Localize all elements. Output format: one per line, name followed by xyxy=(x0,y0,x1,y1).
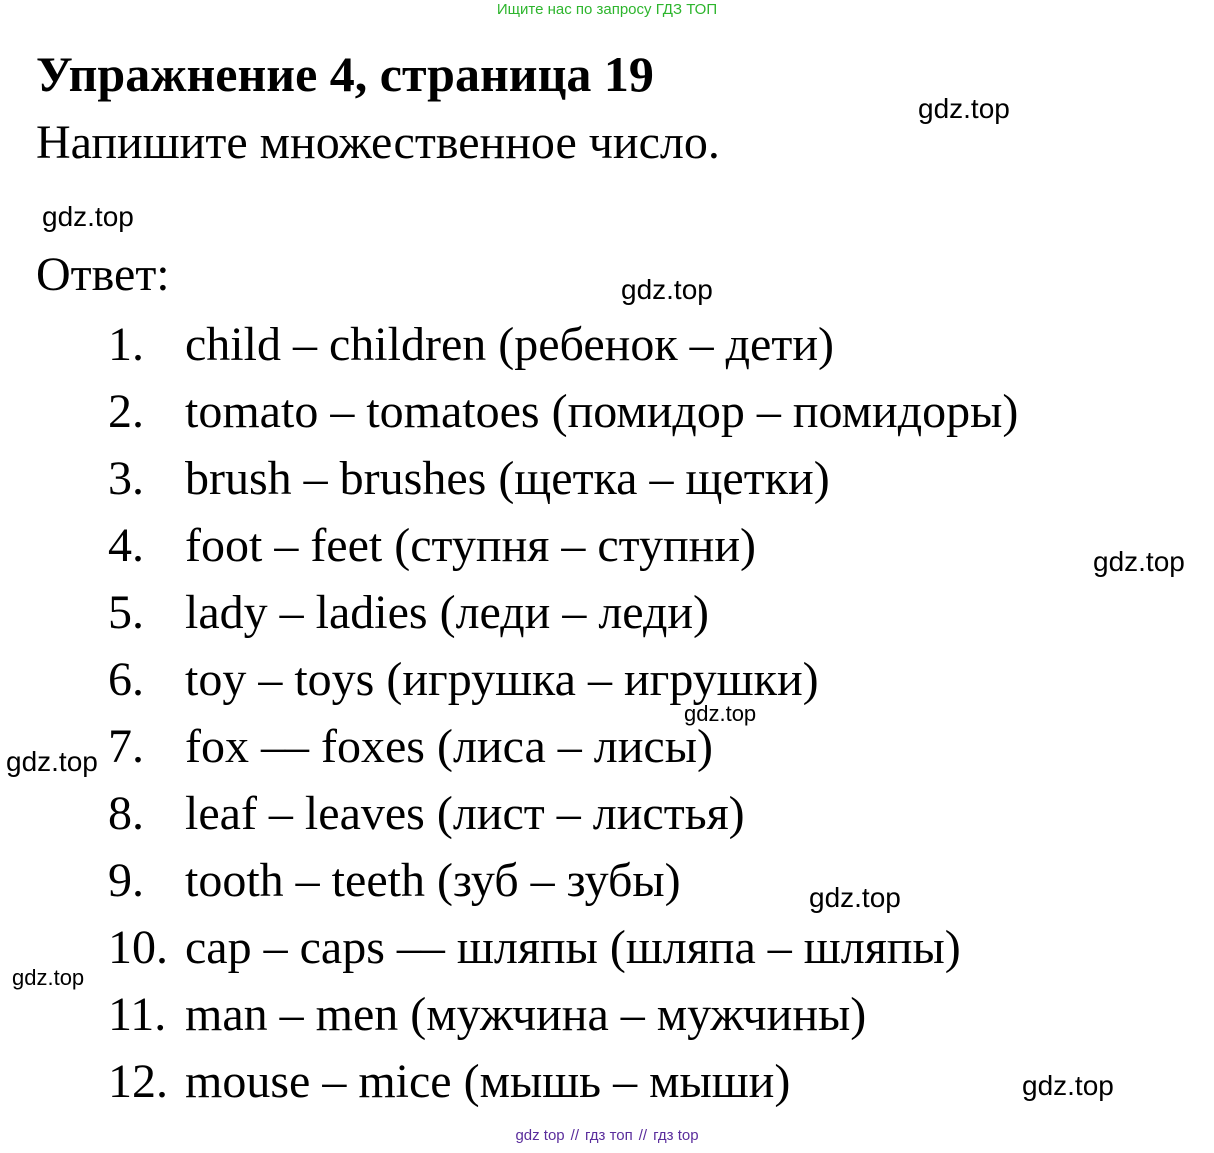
answer-number: 8. xyxy=(108,787,144,840)
watermark: gdz.top xyxy=(6,746,98,777)
exercise-instruction: Напишите множественное число. xyxy=(36,116,720,169)
footer-links xyxy=(0,1127,1214,1144)
answer-text: leaf – leaves (лист – листья) xyxy=(185,787,745,840)
footer-link[interactable]: gdz top xyxy=(515,1127,565,1144)
top-banner: Ищите нас по запросу ГДЗ ТОП xyxy=(496,1,718,18)
answer-text: brush – brushes (щетка – щетки) xyxy=(185,452,830,505)
answer-text: lady – ladies (леди – леди) xyxy=(185,586,710,639)
answer-text: tooth – teeth (зуб – зубы) xyxy=(185,854,681,907)
answer-text: foot – feet (ступня – ступни) xyxy=(185,519,757,572)
watermark: gdz.top xyxy=(12,965,85,990)
answer-text: mouse – mice (мышь – мыши) xyxy=(185,1055,791,1108)
watermark: gdz.top xyxy=(621,274,713,305)
answer-number: 3. xyxy=(108,452,144,505)
watermark: gdz.top xyxy=(1093,546,1185,577)
answer-item xyxy=(108,512,1018,579)
answer-list xyxy=(108,311,1018,1115)
answer-number: 2. xyxy=(108,385,144,438)
watermark: gdz.top xyxy=(42,201,134,232)
answer-text: fox –– foxes (лиса – лисы) xyxy=(185,720,713,773)
answer-number: 10. xyxy=(108,921,168,974)
answer-number: 9. xyxy=(108,854,144,907)
watermark: gdz.top xyxy=(918,93,1010,124)
answer-item xyxy=(108,1048,1018,1115)
answer-number: 5. xyxy=(108,586,144,639)
footer-link[interactable]: гдз топ xyxy=(585,1127,633,1144)
answer-item xyxy=(108,311,1018,378)
answer-item xyxy=(108,914,1018,981)
answer-item xyxy=(108,378,1018,445)
answer-text: child – children (ребенок – дети) xyxy=(185,318,835,371)
answer-number: 6. xyxy=(108,653,144,706)
footer-separator: // xyxy=(638,1127,648,1144)
watermark: gdz.top xyxy=(809,882,901,913)
answer-text: cap – caps –– шляпы (шляпа – шляпы) xyxy=(185,921,961,974)
answer-number: 11. xyxy=(108,988,167,1041)
answer-label: Ответ: xyxy=(36,248,170,301)
watermark: gdz.top xyxy=(1022,1070,1114,1101)
answer-number: 7. xyxy=(108,720,144,773)
answer-number: 12. xyxy=(108,1055,168,1108)
answer-number: 4. xyxy=(108,519,144,572)
answer-item xyxy=(108,579,1018,646)
answer-item xyxy=(108,646,1018,713)
answer-item xyxy=(108,445,1018,512)
page-title: Упражнение 4, страница 19 xyxy=(36,46,654,102)
answer-text: man – men (мужчина – мужчины) xyxy=(185,988,867,1041)
answer-text: tomato – tomatoes (помидор – помидоры) xyxy=(185,385,1019,438)
answer-number: 1. xyxy=(108,318,144,371)
answer-text: toy – toys (игрушка – игрушки) xyxy=(185,653,819,706)
answer-item xyxy=(108,981,1018,1048)
answer-item xyxy=(108,780,1018,847)
footer-link[interactable]: гдз top xyxy=(653,1127,699,1144)
footer-separator: // xyxy=(570,1127,579,1144)
answer-item xyxy=(108,713,1018,780)
watermark: gdz.top xyxy=(684,701,757,726)
